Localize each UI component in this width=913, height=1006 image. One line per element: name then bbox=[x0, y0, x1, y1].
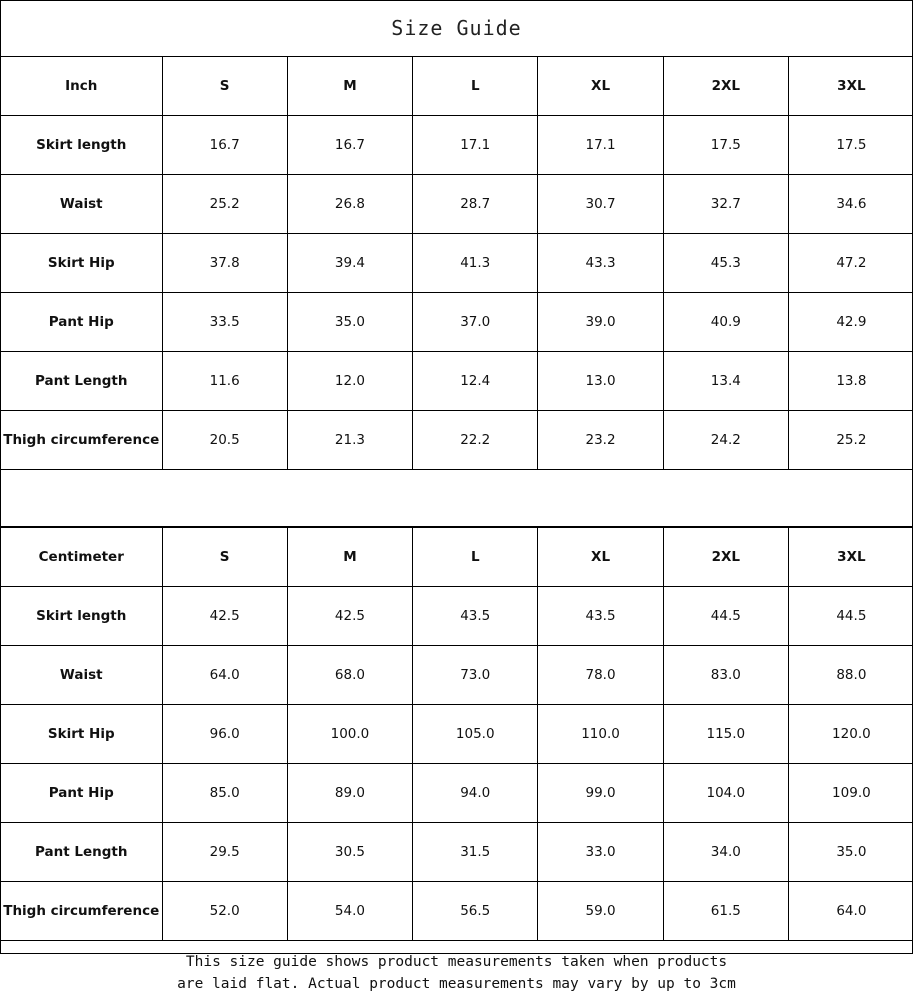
row-label: Pant Hip bbox=[1, 293, 162, 352]
cell-value: 13.8 bbox=[788, 352, 913, 411]
cell-value: 12.4 bbox=[413, 352, 538, 411]
cell-value: 96.0 bbox=[162, 705, 287, 764]
footer-line-2: are laid flat. Actual product measurements may vary by up to 3cm bbox=[177, 975, 736, 992]
cell-value: 110.0 bbox=[538, 705, 663, 764]
row-label: Skirt Hip bbox=[1, 705, 162, 764]
cell-value: 43.3 bbox=[538, 234, 663, 293]
row-label: Thigh circumference bbox=[1, 882, 162, 941]
row-label: Waist bbox=[1, 175, 162, 234]
cell-value: 104.0 bbox=[663, 764, 788, 823]
cell-value: 29.5 bbox=[162, 823, 287, 882]
cell-value: 26.8 bbox=[287, 175, 412, 234]
cell-value: 44.5 bbox=[788, 587, 913, 646]
table-header-row bbox=[1, 528, 913, 587]
unit-label: Inch bbox=[1, 57, 162, 116]
cell-value: 30.7 bbox=[538, 175, 663, 234]
cell-value: 105.0 bbox=[413, 705, 538, 764]
page-title: Size Guide bbox=[391, 16, 522, 40]
row-label: Pant Length bbox=[1, 352, 162, 411]
cell-value: 88.0 bbox=[788, 646, 913, 705]
row-label: Skirt length bbox=[1, 587, 162, 646]
size-header-2xl: 2XL bbox=[663, 57, 788, 116]
size-header-m: M bbox=[287, 528, 412, 587]
cell-value: 64.0 bbox=[162, 646, 287, 705]
table-row bbox=[1, 705, 913, 764]
cell-value: 20.5 bbox=[162, 411, 287, 470]
size-header-3xl: 3XL bbox=[788, 57, 913, 116]
cell-value: 43.5 bbox=[413, 587, 538, 646]
cell-value: 21.3 bbox=[287, 411, 412, 470]
cell-value: 40.9 bbox=[663, 293, 788, 352]
cell-value: 39.0 bbox=[538, 293, 663, 352]
cell-value: 25.2 bbox=[162, 175, 287, 234]
cell-value: 16.7 bbox=[162, 116, 287, 175]
cell-value: 13.0 bbox=[538, 352, 663, 411]
row-label: Pant Hip bbox=[1, 764, 162, 823]
table-row bbox=[1, 116, 913, 175]
cell-value: 83.0 bbox=[663, 646, 788, 705]
table-row bbox=[1, 587, 913, 646]
table-row bbox=[1, 352, 913, 411]
cell-value: 61.5 bbox=[663, 882, 788, 941]
cell-value: 94.0 bbox=[413, 764, 538, 823]
size-header-l: L bbox=[413, 57, 538, 116]
cell-value: 12.0 bbox=[287, 352, 412, 411]
cell-value: 32.7 bbox=[663, 175, 788, 234]
cell-value: 22.2 bbox=[413, 411, 538, 470]
cell-value: 13.4 bbox=[663, 352, 788, 411]
unit-label: Centimeter bbox=[1, 528, 162, 587]
cell-value: 100.0 bbox=[287, 705, 412, 764]
cell-value: 115.0 bbox=[663, 705, 788, 764]
table-row bbox=[1, 175, 913, 234]
inch-size-table bbox=[1, 56, 913, 470]
cell-value: 35.0 bbox=[788, 823, 913, 882]
cell-value: 35.0 bbox=[287, 293, 412, 352]
table-header-row bbox=[1, 57, 913, 116]
cell-value: 37.8 bbox=[162, 234, 287, 293]
cell-value: 34.6 bbox=[788, 175, 913, 234]
table-row bbox=[1, 764, 913, 823]
table-row bbox=[1, 646, 913, 705]
cell-value: 78.0 bbox=[538, 646, 663, 705]
cell-value: 64.0 bbox=[788, 882, 913, 941]
cell-value: 31.5 bbox=[413, 823, 538, 882]
cell-value: 11.6 bbox=[162, 352, 287, 411]
cell-value: 33.0 bbox=[538, 823, 663, 882]
cell-value: 68.0 bbox=[287, 646, 412, 705]
cell-value: 120.0 bbox=[788, 705, 913, 764]
cell-value: 33.5 bbox=[162, 293, 287, 352]
cell-value: 41.3 bbox=[413, 234, 538, 293]
row-label: Skirt length bbox=[1, 116, 162, 175]
footer-note bbox=[1, 941, 912, 1006]
cell-value: 109.0 bbox=[788, 764, 913, 823]
cell-value: 85.0 bbox=[162, 764, 287, 823]
cell-value: 28.7 bbox=[413, 175, 538, 234]
cell-value: 44.5 bbox=[663, 587, 788, 646]
cell-value: 25.2 bbox=[788, 411, 913, 470]
table-separator bbox=[1, 470, 912, 527]
cell-value: 45.3 bbox=[663, 234, 788, 293]
cell-value: 17.5 bbox=[788, 116, 913, 175]
table-row bbox=[1, 823, 913, 882]
size-header-3xl: 3XL bbox=[788, 528, 913, 587]
size-header-xl: XL bbox=[538, 528, 663, 587]
table-row bbox=[1, 293, 913, 352]
size-header-s: S bbox=[162, 528, 287, 587]
size-header-2xl: 2XL bbox=[663, 528, 788, 587]
cell-value: 37.0 bbox=[413, 293, 538, 352]
row-label: Pant Length bbox=[1, 823, 162, 882]
cell-value: 17.1 bbox=[538, 116, 663, 175]
cell-value: 54.0 bbox=[287, 882, 412, 941]
cell-value: 17.1 bbox=[413, 116, 538, 175]
cell-value: 30.5 bbox=[287, 823, 412, 882]
footer-line-1: This size guide shows product measurements taken when products bbox=[185, 954, 728, 971]
cell-value: 56.5 bbox=[413, 882, 538, 941]
centimeter-size-table bbox=[1, 527, 913, 941]
row-label: Thigh circumference bbox=[1, 411, 162, 470]
cell-value: 47.2 bbox=[788, 234, 913, 293]
table-row bbox=[1, 882, 913, 941]
cell-value: 59.0 bbox=[538, 882, 663, 941]
size-header-l: L bbox=[413, 528, 538, 587]
cell-value: 24.2 bbox=[663, 411, 788, 470]
cell-value: 73.0 bbox=[413, 646, 538, 705]
size-header-s: S bbox=[162, 57, 287, 116]
cell-value: 17.5 bbox=[663, 116, 788, 175]
cell-value: 43.5 bbox=[538, 587, 663, 646]
size-header-xl: XL bbox=[538, 57, 663, 116]
cell-value: 42.5 bbox=[287, 587, 412, 646]
cell-value: 34.0 bbox=[663, 823, 788, 882]
cell-value: 89.0 bbox=[287, 764, 412, 823]
size-header-m: M bbox=[287, 57, 412, 116]
table-row bbox=[1, 411, 913, 470]
cell-value: 42.5 bbox=[162, 587, 287, 646]
table-row bbox=[1, 234, 913, 293]
cell-value: 23.2 bbox=[538, 411, 663, 470]
cell-value: 39.4 bbox=[287, 234, 412, 293]
row-label: Waist bbox=[1, 646, 162, 705]
row-label: Skirt Hip bbox=[1, 234, 162, 293]
cell-value: 99.0 bbox=[538, 764, 663, 823]
cell-value: 42.9 bbox=[788, 293, 913, 352]
cell-value: 52.0 bbox=[162, 882, 287, 941]
cell-value: 16.7 bbox=[287, 116, 412, 175]
